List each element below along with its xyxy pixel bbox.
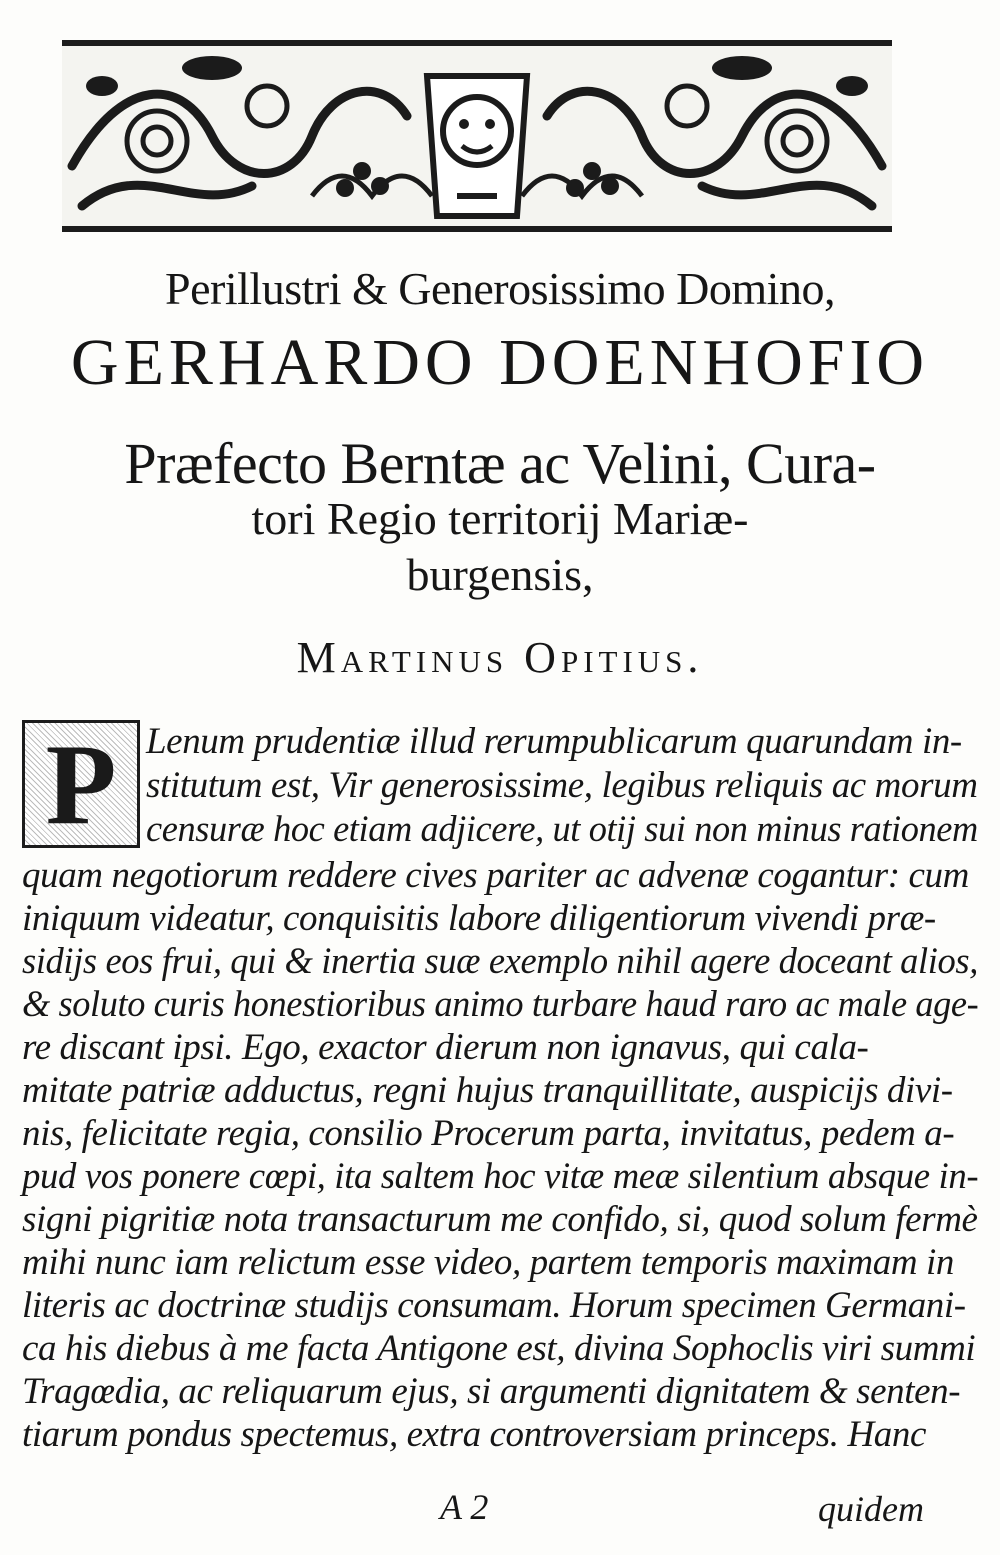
dedicatee-office-line-1: Præfecto Berntæ ac Velini, Cura- [124,431,876,496]
body-line-11: pud vos ponere cœpi, ita saltem hoc vitæ meæ silentium absque in- [22,1156,979,1197]
dedicatee-office-line-2: tori Regio territorij Mariæ- [251,493,749,544]
body-line-16: Tragœdia, ac reliquarum ejus, si argumenti dignitatem & senten- [22,1371,961,1412]
decorated-initial [22,720,140,848]
body-line-4: quam negotiorum reddere cives pariter ac advenæ cogantur: cum [22,855,969,896]
ornamental-headpiece [62,40,892,232]
body-line-1: Lenum prudentiæ illud rerumpublicarum quarundam in- [146,721,962,762]
signature-mark: A 2 [440,1487,489,1527]
body-line-2: stitutum est, Vir generosissime, legibus reliquis ac morum [146,765,978,806]
dedication-line: Perillustri & Generosissimo Domino, [165,263,835,314]
dedicatee-name: GERHARDO DOENHOFIO [70,326,930,399]
initial-letter: P [45,721,117,849]
body-line-10: nis, felicitate regia, consilio Procerum parta, invitatus, pedem a- [22,1113,955,1154]
body-line-8: re discant ipsi. Ego, exactor dierum non ignavus, qui cala- [22,1027,869,1068]
body-line-12: signi pigritiæ nota transacturum me confido, si, quod solum fermè [22,1199,978,1240]
vine-ornament-icon [62,46,892,226]
dedicatee-office-line-3: burgensis, [406,549,594,600]
body-line-9: mitate patriæ adductus, regni hujus tranquillitate, auspicijs divi- [22,1070,953,1111]
body-line-14: literis ac doctrinæ studijs consumam. Horum specimen Germani- [22,1285,966,1326]
body-line-17: tiarum pondus spectemus, extra controversiam princeps. Hanc [22,1414,927,1455]
author-name: Martinus Opitius. [296,633,704,682]
catchword: quidem [818,1489,924,1529]
body-line-5: iniquum videatur, conquisitis labore diligentiorum vivendi præ- [22,898,936,939]
body-line-15: ca his diebus à me facta Antigone est, divina Sophoclis viri summi [22,1328,976,1369]
body-line-6: sidijs eos frui, qui & inertia suæ exemplo nihil agere doceant alios, [22,941,978,982]
body-line-13: mihi nunc iam relictum esse video, partem temporis maximam in [22,1242,954,1283]
body-line-3: censuræ hoc etiam adjicere, ut otij sui non minus rationem [146,809,978,850]
body-line-7: & soluto curis honestioribus animo turbare haud raro ac male age- [22,984,979,1025]
